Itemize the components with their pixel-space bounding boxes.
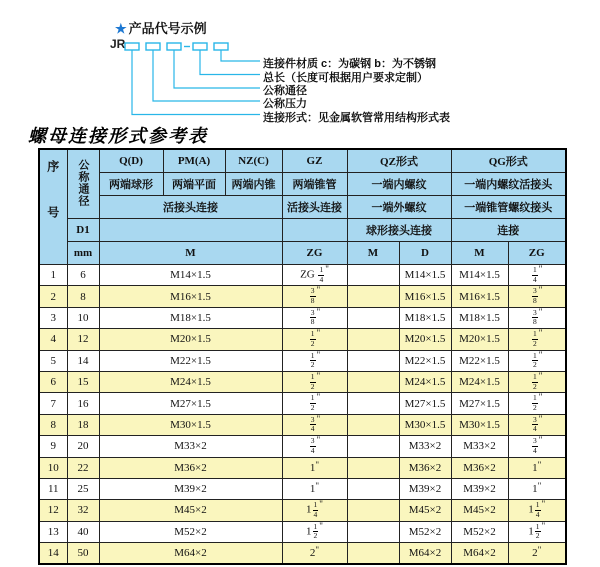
leader-line [174,50,260,88]
cell-qg-zg: $\frac{3}{4}$ " [508,436,566,457]
cell-seq: 13 [39,521,67,542]
cell-qz-m [347,521,399,542]
d-header-qz: D [399,242,451,265]
cell-m: M18×1.5 [99,307,282,328]
cell-m: M16×1.5 [99,286,282,307]
table-row [39,521,566,542]
table-row [39,265,566,286]
table-row [39,371,566,392]
col-header-nz: NZ(C) [225,149,282,173]
cell-gz-zg: $\frac{3}{4}$ " [282,414,347,435]
cell-m: M14×1.5 [99,265,282,286]
cell-qg-m: M27×1.5 [451,393,508,414]
cell-dn: 40 [67,521,99,542]
star-icon: ★ [115,21,127,36]
zg-header-qg: ZG [508,242,566,265]
cell-dn: 10 [67,307,99,328]
conn-gz: 活接头连接 [282,196,347,219]
cell-seq: 11 [39,478,67,499]
cell-qz-m [347,350,399,371]
cell-dn: 15 [67,371,99,392]
cell-m: M39×2 [99,478,282,499]
diagram-label-pressure: 公称压力 [263,98,307,110]
cell-m: M36×2 [99,457,282,478]
cell-qz-d: M52×2 [399,521,451,542]
cell-qz-d: M30×1.5 [399,414,451,435]
cell-seq: 7 [39,393,67,414]
cell-qg-m: M22×1.5 [451,350,508,371]
reference-table [38,148,567,565]
cell-qg-zg: $\frac{1}{2}$ " [508,329,566,350]
cell-qz-d: M18×1.5 [399,307,451,328]
m-header-qpmnz: M [99,242,282,265]
cell-qg-m: M39×2 [451,478,508,499]
cell-qg-zg: $\frac{1}{2}$ " [508,371,566,392]
leader-line [153,50,260,101]
cell-qg-zg: $\frac{3}{4}$ " [508,414,566,435]
cell-qg-m: M52×2 [451,521,508,542]
cell-dn: 22 [67,457,99,478]
cell-qz-d: M45×2 [399,500,451,521]
blank-qpmnz [99,219,282,242]
cell-qz-d: M36×2 [399,457,451,478]
cell-qz-d: M27×1.5 [399,393,451,414]
cell-gz-zg: 1 $\frac{1}{2}$ " [282,521,347,542]
dn-label: 公称通径 [77,158,89,207]
cell-seq: 10 [39,457,67,478]
blank-gz [282,219,347,242]
cell-gz-zg: $\frac{1}{2}$ " [282,393,347,414]
cell-m: M24×1.5 [99,371,282,392]
cell-qg-zg: $\frac{1}{2}$ " [508,393,566,414]
cell-qz-m [347,457,399,478]
cell-qz-d: M24×1.5 [399,371,451,392]
cell-qz-d: M64×2 [399,543,451,564]
cell-m: M27×1.5 [99,393,282,414]
cell-qg-zg: 2" [508,543,566,564]
seq-label: 序号 [45,159,60,252]
product-code-prefix: JR [110,37,126,51]
desc-qz-1: 一端内螺纹 [347,173,451,196]
cell-qg-m: M45×2 [451,500,508,521]
zg-header-gz: ZG [282,242,347,265]
desc-q: 两端球形 [99,173,163,196]
col-header-pm: PM(A) [163,149,225,173]
cell-qg-zg: 1 $\frac{1}{2}$ " [508,521,566,542]
cell-seq: 12 [39,500,67,521]
cell-gz-zg: $\frac{1}{2}$ " [282,371,347,392]
diagram-title-text: 产品代号示例 [128,21,207,36]
col-header-seq [39,149,67,265]
table-row [39,436,566,457]
cell-qz-d: M20×1.5 [399,329,451,350]
code-box [125,43,139,50]
cell-qz-d: M39×2 [399,478,451,499]
cell-m: M45×2 [99,500,282,521]
cell-qg-zg: 1" [508,457,566,478]
cell-qg-zg: $\frac{3}{8}$ " [508,286,566,307]
cell-m: M30×1.5 [99,414,282,435]
table-row [39,393,566,414]
code-box [214,43,228,50]
conn-qpmnz: 活接头连接 [99,196,282,219]
cell-gz-zg: 1" [282,478,347,499]
code-box [146,43,160,50]
cell-qz-m [347,286,399,307]
table-row [39,543,566,564]
code-box [167,43,181,50]
cell-seq: 3 [39,307,67,328]
diagram-label-material: 连接件材质 c：为碳钢 b：为不锈钢 [263,58,436,70]
cell-qg-m: M30×1.5 [451,414,508,435]
desc-qg-2: 一端锥管螺纹接头 [451,196,566,219]
desc-qg-1: 一端内螺纹活接头 [451,173,566,196]
cell-qg-zg: 1" [508,478,566,499]
col-header-q: Q(D) [99,149,163,173]
cell-m: M33×2 [99,436,282,457]
cell-qg-m: M20×1.5 [451,329,508,350]
conn-qz: 球形接头连接 [347,219,451,242]
cell-qz-m [347,478,399,499]
table-body [39,265,566,564]
desc-qz-2: 一端外螺纹 [347,196,451,219]
cell-qz-m [347,543,399,564]
table-row [39,329,566,350]
cell-qz-m [347,393,399,414]
desc-pm: 两端平面 [163,173,225,196]
cell-seq: 4 [39,329,67,350]
cell-gz-zg: 2" [282,543,347,564]
cell-qg-m: M18×1.5 [451,307,508,328]
cell-gz-zg: $\frac{3}{4}$ " [282,436,347,457]
cell-qg-zg: 1 $\frac{1}{4}$ " [508,500,566,521]
cell-dn: 16 [67,393,99,414]
cell-qg-zg: $\frac{1}{4}$ " [508,265,566,286]
cell-dn: 8 [67,286,99,307]
table-row [39,457,566,478]
table-row [39,478,566,499]
cell-dn: 20 [67,436,99,457]
cell-seq: 2 [39,286,67,307]
cell-qz-m [347,500,399,521]
col-header-qg: QG形式 [451,149,566,173]
cell-qz-d: M22×1.5 [399,350,451,371]
diagram-label-connection: 连接形式：见金属软管常用结构形式表 [263,111,450,124]
cell-seq: 5 [39,350,67,371]
cell-m: M52×2 [99,521,282,542]
cell-qz-m [347,307,399,328]
table-row [39,350,566,371]
cell-qg-zg: $\frac{3}{8}$ " [508,307,566,328]
cell-seq: 1 [39,265,67,286]
table-row [39,414,566,435]
cell-gz-zg: $\frac{1}{2}$ " [282,329,347,350]
diagram-label-diameter: 公称通径 [263,85,307,97]
cell-gz-zg: ZG $\frac{1}{4}$ " [282,265,347,286]
cell-m: M20×1.5 [99,329,282,350]
cell-gz-zg: 1 $\frac{1}{4}$ " [282,500,347,521]
cell-dn: 14 [67,350,99,371]
cell-qz-d: M16×1.5 [399,286,451,307]
m-header-qz: M [347,242,399,265]
code-box [193,43,207,50]
leader-line [221,50,260,61]
cell-m: M22×1.5 [99,350,282,371]
cell-qz-m [347,329,399,350]
cell-qg-m: M14×1.5 [451,265,508,286]
cell-qz-d: M33×2 [399,436,451,457]
cell-qg-m: M24×1.5 [451,371,508,392]
conn-qg: 连接 [451,219,566,242]
cell-dn: 25 [67,478,99,499]
table-title: 螺母连接形式参考表 [28,126,208,146]
d1-header: D1 [67,219,99,242]
cell-m: M64×2 [99,543,282,564]
cell-seq: 9 [39,436,67,457]
col-header-dn [67,149,99,219]
cell-dn: 18 [67,414,99,435]
cell-qz-m [347,436,399,457]
cell-qg-m: M33×2 [451,436,508,457]
cell-qg-m: M64×2 [451,543,508,564]
leader-line [200,50,260,75]
cell-qz-m [347,265,399,286]
cell-gz-zg: 1" [282,457,347,478]
cell-qg-m: M36×2 [451,457,508,478]
table-row [39,500,566,521]
m-header-qg: M [451,242,508,265]
mm-header: mm [67,242,99,265]
cell-qz-d: M14×1.5 [399,265,451,286]
cell-seq: 6 [39,371,67,392]
desc-gz: 两端锥管 [282,173,347,196]
cell-dn: 32 [67,500,99,521]
col-header-gz: GZ [282,149,347,173]
diagram-label-length: 总长（长度可根据用户要求定制） [263,71,428,84]
cell-qz-m [347,414,399,435]
cell-dn: 12 [67,329,99,350]
cell-gz-zg: $\frac{3}{8}$ " [282,307,347,328]
cell-seq: 14 [39,543,67,564]
cell-gz-zg: $\frac{3}{8}$ " [282,286,347,307]
leader-line [132,50,260,115]
desc-nz: 两端内锥 [225,173,282,196]
col-header-qz: QZ形式 [347,149,451,173]
cell-qz-m [347,371,399,392]
cell-dn: 6 [67,265,99,286]
cell-seq: 8 [39,414,67,435]
table-row [39,307,566,328]
cell-dn: 50 [67,543,99,564]
cell-qg-m: M16×1.5 [451,286,508,307]
cell-gz-zg: $\frac{1}{2}$ " [282,350,347,371]
cell-qg-zg: $\frac{1}{2}$ " [508,350,566,371]
table-row [39,286,566,307]
